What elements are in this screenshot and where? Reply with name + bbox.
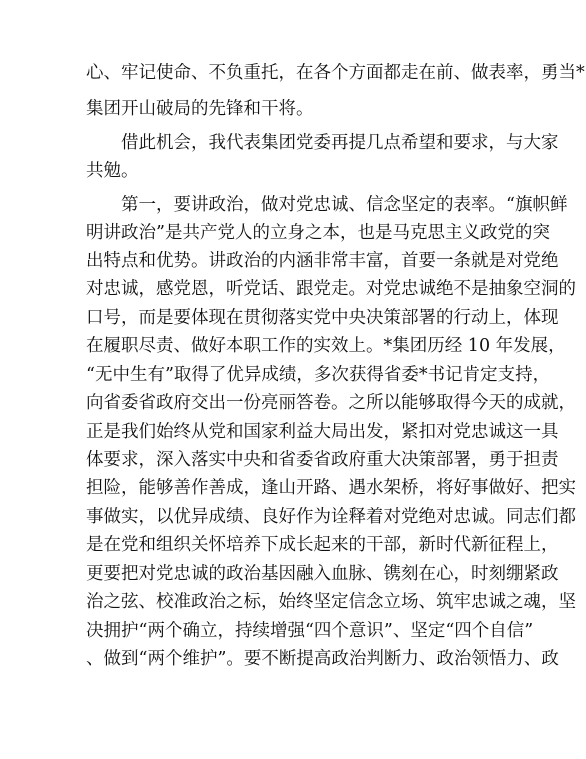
- text-line: 决拥护“两个确立，持续增强“四个意识”、坚定“四个自信”: [86, 621, 534, 641]
- text-line: “无中生有”取得了优异成绩，多次获得省委*书记肯定支持，: [86, 365, 551, 385]
- text-line: 心、牢记使命、不负重托，在各个方面都走在前、做表率，勇当*: [86, 63, 585, 83]
- text-line: 事做实，以优异成绩、良好作为诠释着对党绝对忠诚。同志们都: [86, 507, 576, 527]
- text-line: 体要求，深入落实中央和省委省政府重大决策部署，勇于担责: [86, 450, 559, 470]
- text-line: 出特点和优势。讲政治的内涵非常丰富，首要一条就是对党绝: [86, 251, 559, 271]
- text-line: 明讲政治”是共产党人的立身之本，也是马克思主义政党的突: [86, 223, 550, 243]
- text-line: 正是我们始终从党和国家利益大局出发，紧扣对党忠诚这一具: [86, 422, 559, 442]
- text-line: 向省委省政府交出一份亮丽答卷。之所以能够取得今天的成就，: [86, 393, 576, 413]
- text-line: 是在党和组织关怀培养下成长起来的干部，新时代新征程上，: [86, 535, 559, 555]
- text-line: 在履职尽责、做好本职工作的实效上。*集团历经 10 年发展，: [86, 336, 566, 356]
- text-line: 治之弦、校准政治之标，始终坚定信念立场、筑牢忠诚之魂，坚: [86, 592, 576, 612]
- text-line: 担险，能够善作善成，逢山开路、遇水架桥，将好事做好、把实: [86, 478, 576, 498]
- text-line: 集团开山破局的先锋和干将。: [86, 99, 314, 119]
- text-line: 共勉。: [86, 161, 139, 181]
- text-line: 口号，而是要体现在贯彻落实党中央决策部署的行动上，体现: [86, 308, 559, 328]
- text-line: 对忠诚，感党恩，听党话、跟党走。对党忠诚绝不是抽象空洞的: [86, 279, 576, 299]
- paragraph-first-line: 借此机会，我代表集团党委再提几点希望和要求，与大家: [121, 133, 559, 153]
- paragraph-first-line: 第一，要讲政治，做对党忠诚、信念坚定的表率。“旗帜鲜: [121, 195, 568, 215]
- text-line: 、做到“两个维护”。要不断提高政治判断力、政治领悟力、政: [86, 649, 559, 669]
- text-line: 更要把对党忠诚的政治基因融入血脉、镌刻在心，时刻绷紧政: [86, 564, 559, 584]
